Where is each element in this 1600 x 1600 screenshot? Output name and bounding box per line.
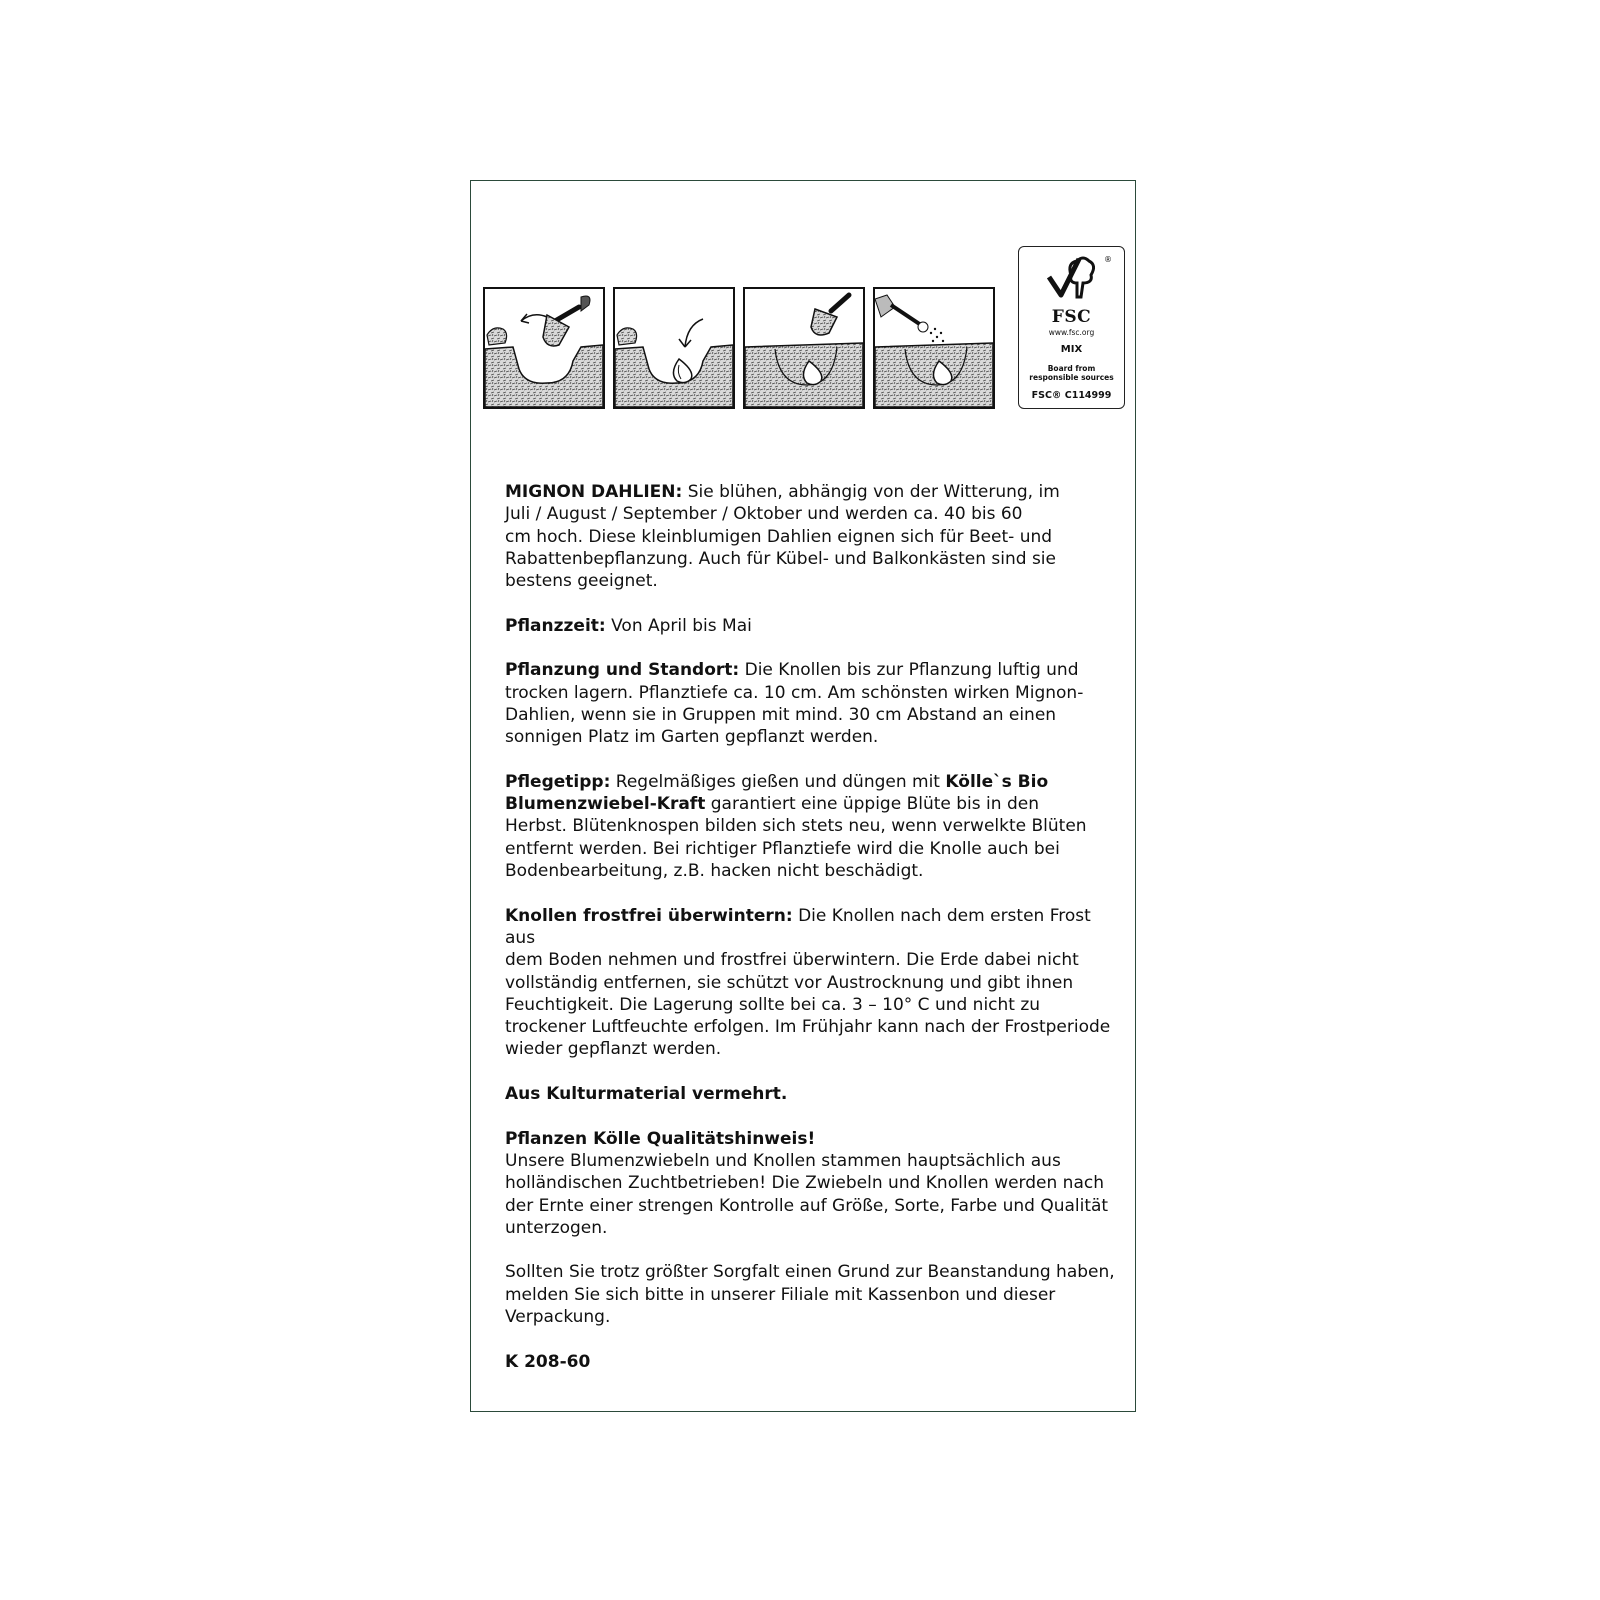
fsc-brand: FSC: [1051, 307, 1092, 327]
intro-line: bestens geeignet.: [505, 571, 658, 592]
care-product-name: Blumenzwiebel-Kraft: [505, 794, 706, 815]
complaint-line: Verpackung.: [505, 1306, 611, 1327]
wintering-paragraph: [505, 905, 1125, 1061]
place-tuber-icon: [615, 289, 733, 407]
site-line: trocken lagern. Pflanztiefe ca. 10 cm. Am schönsten wirken Mignon-: [505, 682, 1084, 703]
fsc-claim: [1023, 364, 1120, 382]
intro-line: Rabattenbepflanzung. Auch für Kübel- und Balkonkästen sind sie: [505, 548, 1056, 569]
intro-line: Sie blühen, abhängig von der Witterung, im: [682, 482, 1060, 502]
planting-site-label: Pflanzung und Standort:: [505, 660, 740, 681]
quality-line: Unsere Blumenzwiebeln und Knollen stammen hauptsächlich aus: [505, 1150, 1061, 1171]
fsc-claim-line1: Board from: [1047, 364, 1096, 373]
care-line: Regelmäßiges gießen und düngen mit: [610, 771, 946, 792]
complaint-paragraph: [505, 1261, 1125, 1328]
planting-time-paragraph: [505, 615, 1125, 637]
quality-heading: Pflanzen Kölle Qualitätshinweis!: [505, 1128, 816, 1149]
water-icon: [875, 289, 993, 407]
care-line: garantiert eine üppige Blüte bis in den: [705, 794, 1039, 815]
cover-soil-icon: [745, 289, 863, 407]
intro-paragraph: [505, 481, 1125, 592]
quality-line: unterzogen.: [505, 1217, 608, 1238]
care-tip-paragraph: [505, 771, 1125, 882]
winter-line: Die Knollen nach dem ersten Frost aus: [505, 905, 1091, 948]
step-cover-soil: [743, 287, 865, 409]
planting-time-label: Pflanzzeit:: [505, 615, 606, 636]
care-product-brand: Kölle`s Bio: [945, 771, 1049, 792]
fsc-license-code: FSC® C114999: [1031, 390, 1112, 401]
care-line: Herbst. Blütenknospen bilden sich stets neu, wenn verwelkte Blüten: [505, 816, 1087, 837]
winter-line: Feuchtigkeit. Die Lagerung sollte bei ca. 3 – 10° C und nicht zu: [505, 994, 1041, 1015]
winter-line: trockener Luftfeuchte erfolgen. Im Frühjahr kann nach der Frostperiode: [505, 1017, 1111, 1038]
winter-line: vollständig entfernen, sie schützt vor Austrocknung und gibt ihnen: [505, 972, 1074, 993]
quality-line: der Ernte einer strengen Kontrolle auf Größe, Sorte, Farbe und Qualität: [505, 1195, 1109, 1216]
intro-label: MIGNON DAHLIEN:: [505, 482, 683, 502]
wintering-label: Knollen frostfrei überwintern:: [505, 905, 793, 926]
planting-site-paragraph: [505, 659, 1125, 748]
fsc-tree-check-icon: [1045, 253, 1097, 305]
winter-line: wieder gepflanzt werden.: [505, 1039, 722, 1060]
care-line: Bodenbearbeitung, z.B. hacken nicht beschädigt.: [505, 861, 924, 882]
packaging-back-panel: [470, 180, 1136, 1412]
fsc-claim-line2: responsible sources: [1029, 373, 1114, 382]
quality-line: holländischen Zuchtbetrieben! Die Zwiebeln und Knollen werden nach: [505, 1173, 1104, 1194]
fsc-registered-mark: ®: [1104, 255, 1112, 264]
care-line: entfernt werden. Bei richtiger Pflanztiefe wird die Knolle auch bei: [505, 838, 1060, 859]
fsc-url: www.fsc.org: [1048, 328, 1095, 337]
article-code: [505, 1351, 1125, 1373]
culture-note-text: Aus Kulturmaterial vermehrt.: [505, 1084, 788, 1105]
product-description: [505, 481, 1125, 1395]
complaint-line: Sollten Sie trotz größter Sorgfalt einen Grund zur Beanstandung haben,: [505, 1262, 1115, 1283]
fsc-mix-label: MIX: [1060, 344, 1083, 355]
site-line: sonnigen Platz im Garten gepflanzt werden.: [505, 727, 879, 748]
care-tip-label: Pflegetipp:: [505, 771, 611, 792]
step-dig-hole: [483, 287, 605, 409]
step-place-tuber: [613, 287, 735, 409]
culture-note: [505, 1083, 1125, 1105]
step-water: [873, 287, 995, 409]
complaint-line: melden Sie sich bitte in unserer Filiale mit Kassenbon und dieser: [505, 1284, 1056, 1305]
site-line: Dahlien, wenn sie in Gruppen mit mind. 30 cm Abstand an einen: [505, 704, 1057, 725]
fsc-certification-logo: [1018, 246, 1125, 409]
article-code-text: K 208-60: [505, 1351, 591, 1372]
intro-line: cm hoch. Diese kleinblumigen Dahlien eignen sich für Beet- und: [505, 526, 1053, 547]
planting-time-value: Von April bis Mai: [605, 615, 752, 636]
quality-paragraph: [505, 1128, 1125, 1239]
site-line: Die Knollen bis zur Pflanzung luftig und: [739, 660, 1079, 681]
intro-line: Juli / August / September / Oktober und werden ca. 40 bis 60: [505, 504, 1023, 525]
dig-hole-icon: [485, 289, 603, 407]
winter-line: dem Boden nehmen und frostfrei überwintern. Die Erde dabei nicht: [505, 950, 1079, 971]
